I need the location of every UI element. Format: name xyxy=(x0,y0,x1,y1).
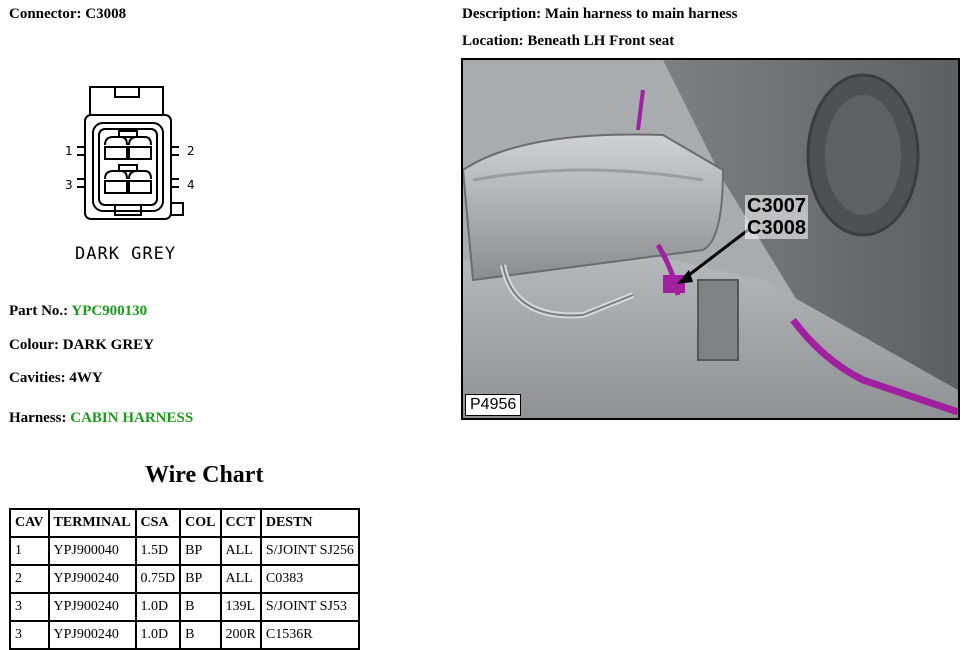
harness-line xyxy=(9,410,193,427)
location-value: Beneath LH Front seat xyxy=(527,33,675,49)
cell-terminal: YPJ900040 xyxy=(49,537,136,565)
connector-value: C3008 xyxy=(85,6,127,22)
cell-csa: 1.0D xyxy=(136,621,181,649)
cavities-label: Cavities: xyxy=(9,370,66,386)
wire-chart-table xyxy=(9,508,360,650)
illustration-ref: P4956 xyxy=(465,394,521,416)
cell-terminal: YPJ900240 xyxy=(49,565,136,593)
col-header-destn: DESTN xyxy=(261,509,359,537)
cell-cct: 139L xyxy=(221,593,261,621)
cell-col: BP xyxy=(180,537,220,565)
cell-cav: 2 xyxy=(10,565,49,593)
cell-csa: 0.75D xyxy=(136,565,181,593)
connector-line xyxy=(9,6,126,23)
cell-cct: ALL xyxy=(221,537,261,565)
pin-3-label: 3 xyxy=(65,178,73,192)
cell-col: B xyxy=(180,593,220,621)
table-header-row xyxy=(10,509,359,537)
cell-terminal: YPJ900240 xyxy=(49,593,136,621)
cell-csa: 1.0D xyxy=(136,593,181,621)
location-label: Location: xyxy=(462,33,524,49)
harness-label: Harness: xyxy=(9,410,67,426)
part-label: Part No.: xyxy=(9,303,69,319)
vehicle-interior-illustration xyxy=(463,60,958,418)
colour-value: DARK GREY xyxy=(62,337,155,353)
description-line xyxy=(462,6,737,23)
cell-col: B xyxy=(180,621,220,649)
colour-line xyxy=(9,337,154,354)
cell-destn: C1536R xyxy=(261,621,359,649)
wire-chart-title: Wire Chart xyxy=(145,462,264,488)
table-row xyxy=(10,621,359,649)
cell-cav: 3 xyxy=(10,621,49,649)
description-value: Main harness to main harness xyxy=(544,6,738,22)
cell-terminal: YPJ900240 xyxy=(49,621,136,649)
part-line xyxy=(9,303,147,320)
table-row xyxy=(10,537,359,565)
callout-c3007: C3007 xyxy=(747,195,806,217)
cell-destn: C0383 xyxy=(261,565,359,593)
diagram-colour-text: DARK GREY xyxy=(75,244,177,264)
table-row xyxy=(10,565,359,593)
pin-4-label: 4 xyxy=(187,178,195,192)
pin-1-label: 1 xyxy=(65,144,73,158)
cell-cav: 1 xyxy=(10,537,49,565)
cell-cct: ALL xyxy=(221,565,261,593)
col-header-csa: CSA xyxy=(136,509,181,537)
description-label: Description: xyxy=(462,6,542,22)
location-line xyxy=(462,33,674,50)
cavities-value: 4WY xyxy=(69,370,103,386)
cell-destn: S/JOINT SJ256 xyxy=(261,537,359,565)
cell-col: BP xyxy=(180,565,220,593)
cell-cct: 200R xyxy=(221,621,261,649)
cell-cav: 3 xyxy=(10,593,49,621)
connector-label: Connector: xyxy=(9,6,82,22)
connector-face-diagram xyxy=(55,85,195,245)
harness-link[interactable]: CABIN HARNESS xyxy=(70,410,194,426)
cell-destn: S/JOINT SJ53 xyxy=(261,593,359,621)
col-header-terminal: TERMINAL xyxy=(49,509,136,537)
table-row xyxy=(10,593,359,621)
part-number-link[interactable]: YPC900130 xyxy=(71,303,148,319)
photo-callout xyxy=(745,195,808,239)
location-illustration xyxy=(461,58,960,420)
col-header-col: COL xyxy=(180,509,220,537)
col-header-cav: CAV xyxy=(10,509,49,537)
cavities-line xyxy=(9,370,103,387)
colour-label: Colour: xyxy=(9,337,59,353)
col-header-cct: CCT xyxy=(221,509,261,537)
callout-c3008: C3008 xyxy=(747,217,806,239)
cell-csa: 1.5D xyxy=(136,537,181,565)
pin-2-label: 2 xyxy=(187,144,195,158)
